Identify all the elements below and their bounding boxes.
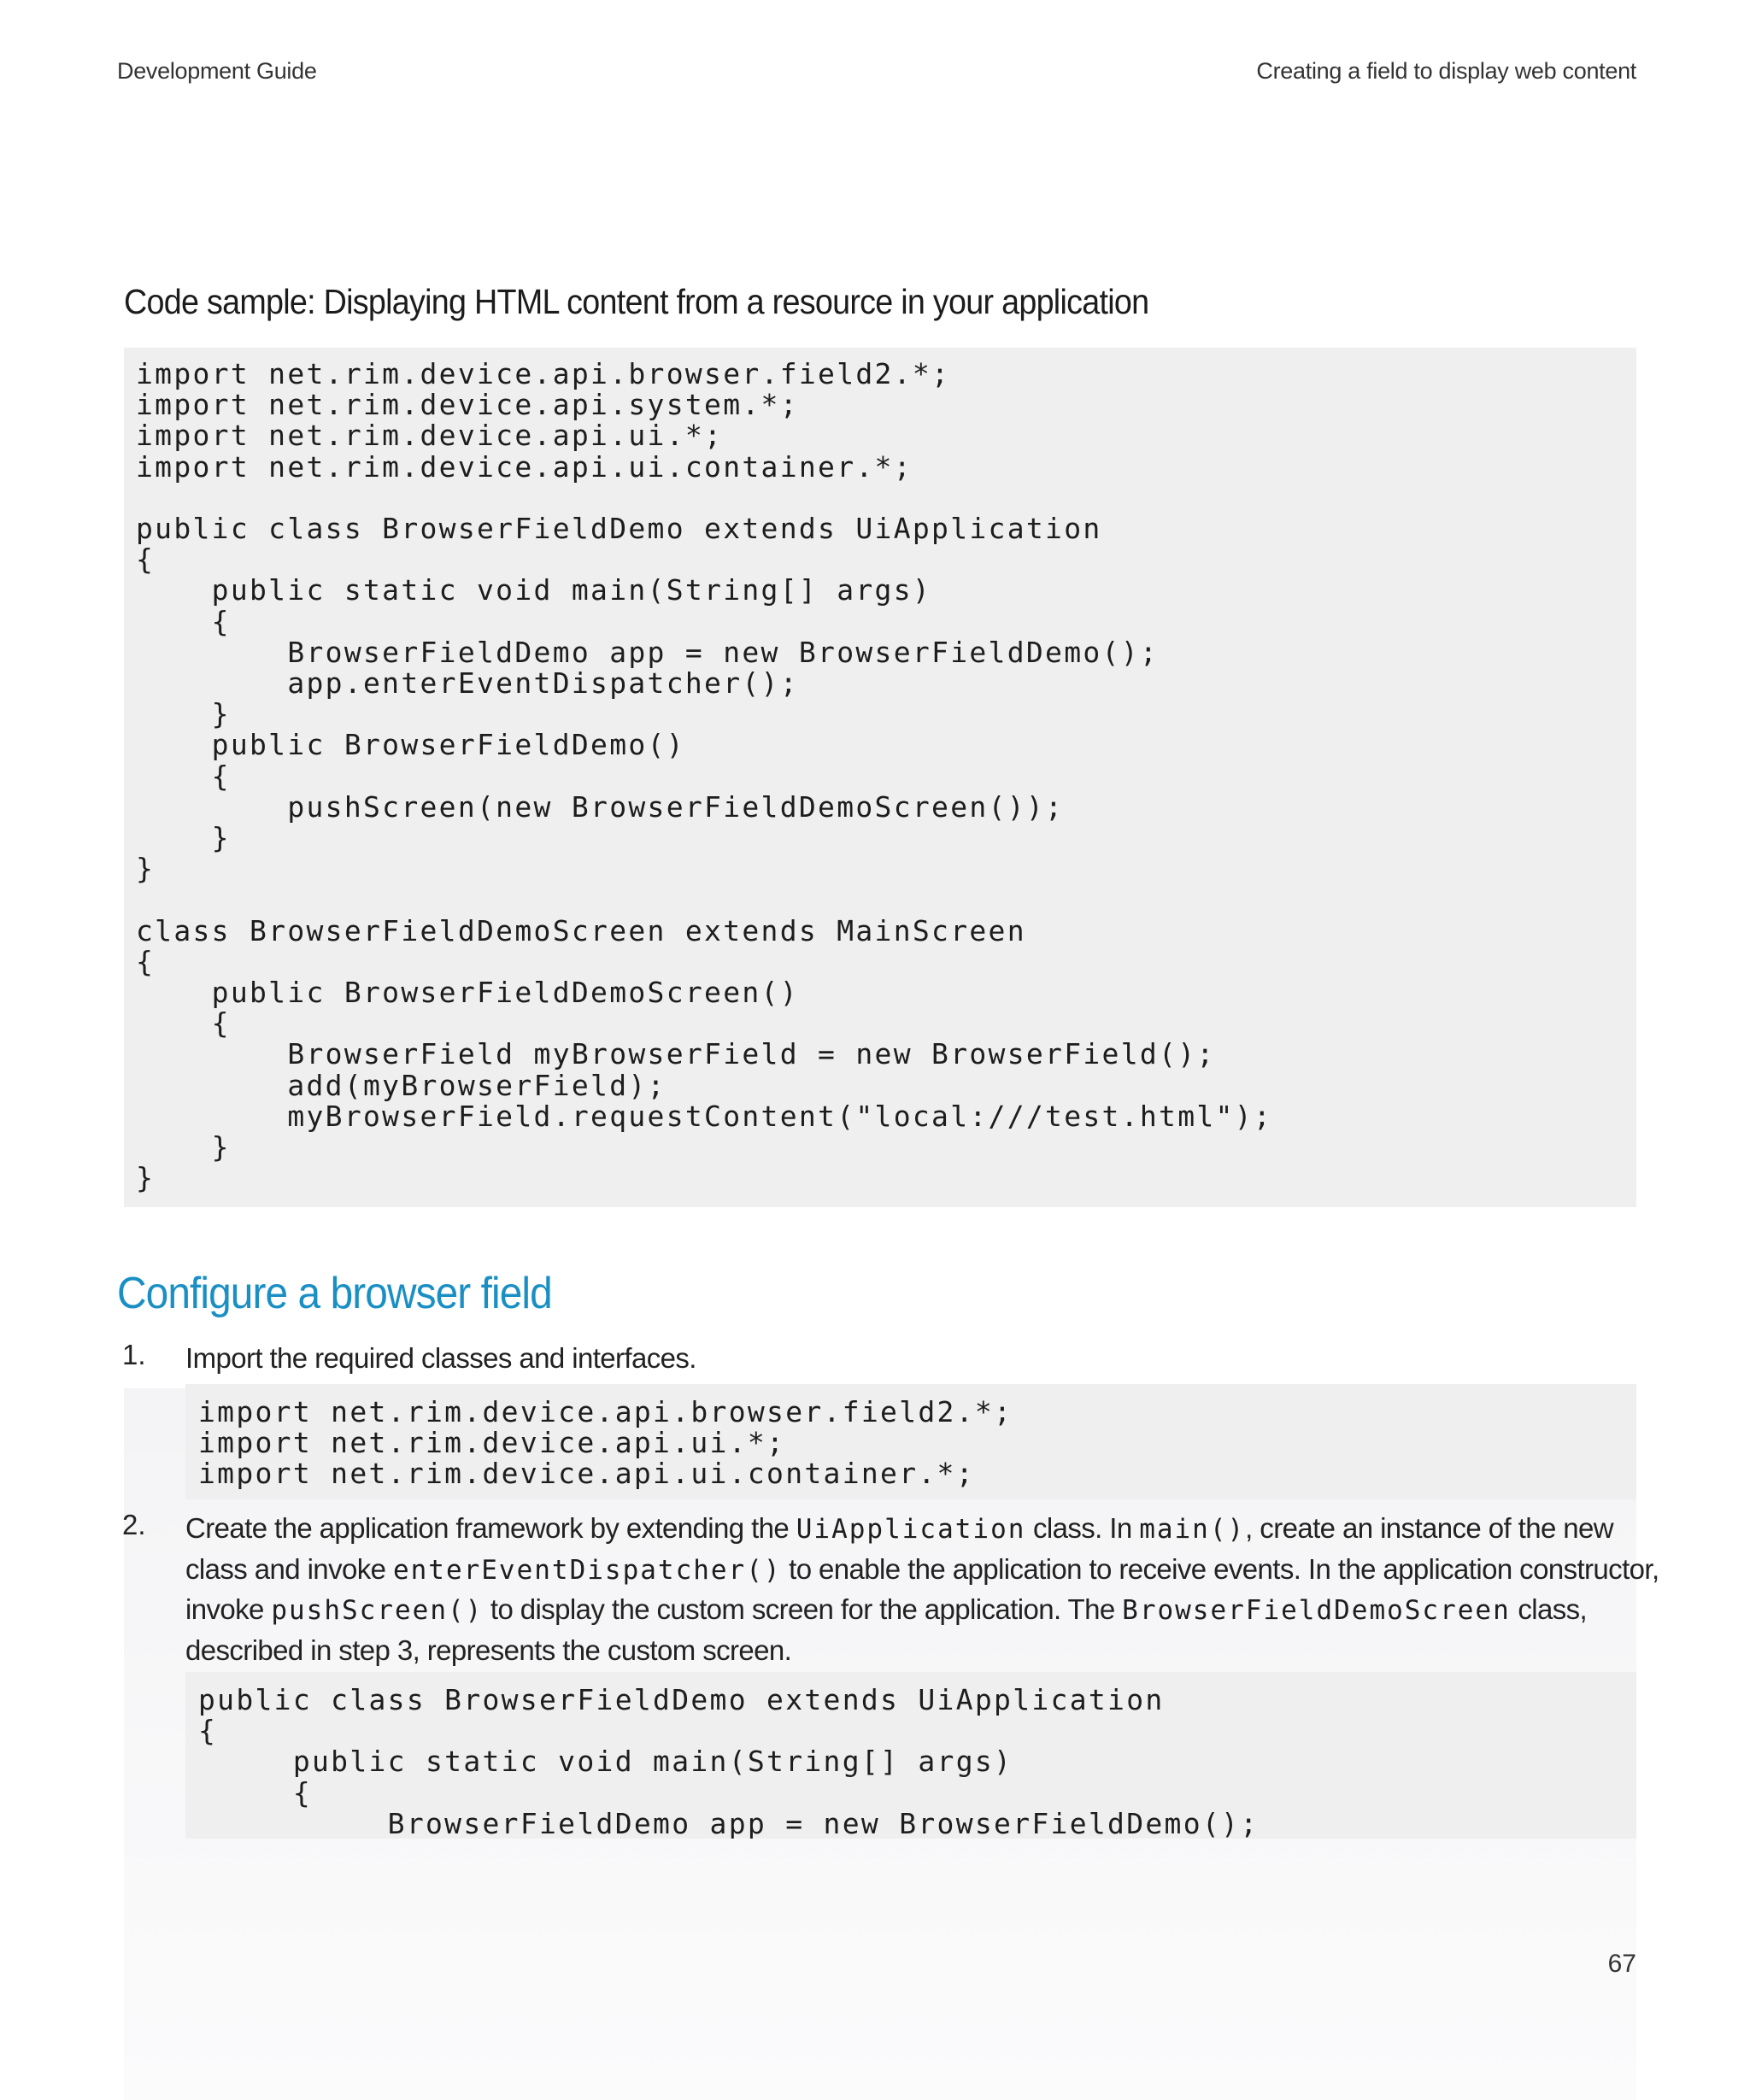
section-heading: Configure a browser field [117,1269,552,1318]
inline-code: UiApplication [796,1514,1026,1545]
text-fragment: class and invoke [185,1552,393,1585]
running-header-guide-title: Development Guide [117,58,317,84]
text-fragment: class, [1510,1593,1588,1625]
inline-code: enterEventDispatcher() [392,1554,782,1586]
page-number: 67 [1607,1950,1636,1978]
step-text-line [185,1631,1636,1670]
step-text: Import the required classes and interfaces. [185,1342,696,1374]
text-fragment: , create an instance of the new [1245,1512,1614,1544]
code-sample-title: Code sample: Displaying HTML content from a resource in your application [124,282,1149,321]
step-code-block: public class BrowserFieldDemo extends UiApplication { public static void main(String[] args) { BrowserFieldDemo app = new BrowserFieldDemo(); [185,1672,1636,1839]
code-sample-block: import net.rim.device.api.browser.field2.*; import net.rim.device.api.system.*; import net.rim.device.api.ui.*; import net.rim.device.api.ui.container.*; public class BrowserFieldDemo extends UiApplication { public static void main(String[] args) { BrowserFieldDemo app = new BrowserFieldDemo(); app.enterEventDispatcher(); } public BrowserFieldDemo() { pushScreen(new BrowserFieldDemoScreen()); } } class BrowserFieldDemoScreen extends MainScreen { public BrowserFieldDemoScreen() { BrowserField myBrowserField = new BrowserField(); add(myBrowserField); myBrowserField.requestContent("local:///test.html"); } } [124,348,1636,1207]
inline-code: main() [1139,1514,1246,1545]
step-text-line [185,1590,1636,1631]
text-fragment: to enable the application to receive events. In the application constructor, [781,1552,1659,1585]
step-text-line [185,1509,1636,1550]
inline-code: pushScreen() [271,1595,484,1626]
text-fragment: invoke [185,1593,272,1625]
step-number: 2. [122,1509,146,1540]
text-fragment: class. In [1025,1512,1140,1544]
step-text [185,1509,1659,1669]
step-text-line [185,1550,1659,1591]
step-code-block: import net.rim.device.api.browser.field2.*; import net.rim.device.api.ui.*; import net.rim.device.api.ui.container.*; [185,1384,1636,1499]
text-fragment: Create the application framework by extending the [185,1512,796,1544]
text-fragment: described in step 3, represents the custom screen. [185,1634,792,1666]
inline-code: BrowserFieldDemoScreen [1122,1595,1511,1626]
text-fragment: to display the custom screen for the application. The [483,1593,1123,1625]
step-number: 1. [122,1339,146,1370]
running-header-chapter-title: Creating a field to display web content [1256,58,1636,84]
